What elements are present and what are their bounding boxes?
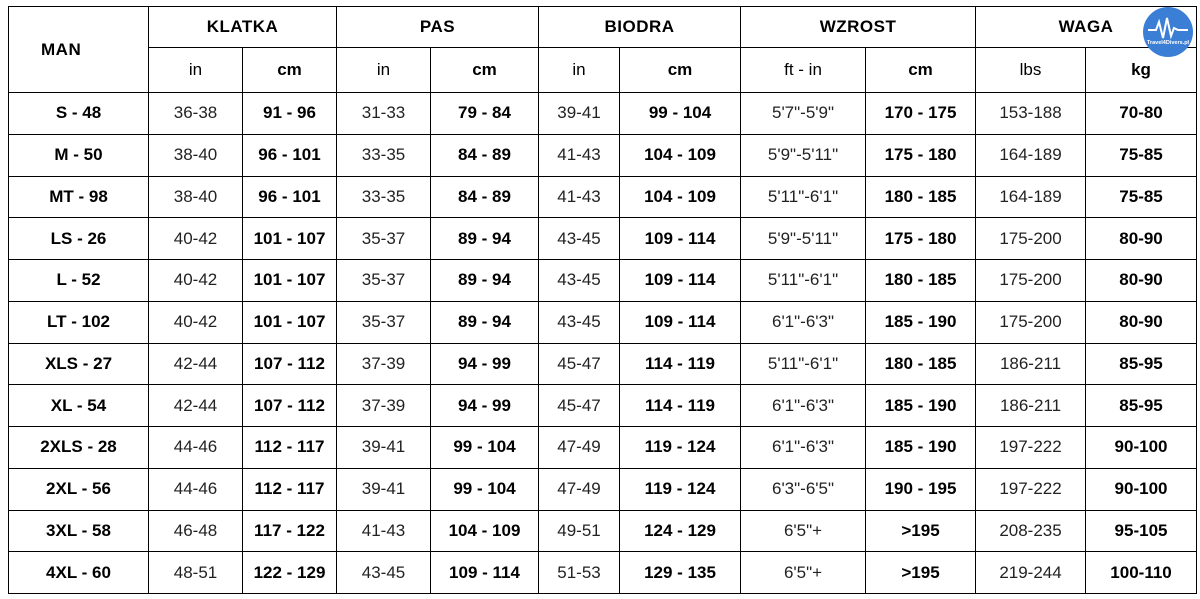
group-header-row <box>9 7 1197 48</box>
klatka-cm-cell: 112 - 117 <box>243 468 337 510</box>
pas-in-cell: 39-41 <box>337 427 431 469</box>
unit-header: ft - in <box>741 48 866 93</box>
biodra-in-cell: 41-43 <box>539 134 620 176</box>
biodra-in-cell: 47-49 <box>539 427 620 469</box>
wzrost-cm-cell: 170 - 175 <box>866 93 976 135</box>
waga-kg-cell: 80-90 <box>1086 301 1197 343</box>
pas-in-cell: 33-35 <box>337 134 431 176</box>
waga-kg-cell: 75-85 <box>1086 176 1197 218</box>
waga-kg-cell: 95-105 <box>1086 510 1197 552</box>
wzrost-ftin-cell: 6'1"-6'3" <box>741 301 866 343</box>
waga-lbs-cell: 153-188 <box>976 93 1086 135</box>
pas-cm-cell: 89 - 94 <box>431 301 539 343</box>
wzrost-ftin-cell: 5'9"-5'11" <box>741 218 866 260</box>
klatka-cm-cell: 107 - 112 <box>243 385 337 427</box>
unit-header-row <box>9 48 1197 93</box>
klatka-in-cell: 42-44 <box>149 343 243 385</box>
klatka-cm-cell: 112 - 117 <box>243 427 337 469</box>
table-title: MAN <box>9 7 149 93</box>
biodra-in-cell: 49-51 <box>539 510 620 552</box>
klatka-in-cell: 42-44 <box>149 385 243 427</box>
wzrost-ftin-cell: 5'9"-5'11" <box>741 134 866 176</box>
pas-cm-cell: 104 - 109 <box>431 510 539 552</box>
wzrost-cm-cell: 180 - 185 <box>866 343 976 385</box>
pas-cm-cell: 84 - 89 <box>431 176 539 218</box>
biodra-cm-cell: 109 - 114 <box>620 301 741 343</box>
pas-in-cell: 37-39 <box>337 343 431 385</box>
waga-lbs-cell: 164-189 <box>976 134 1086 176</box>
wzrost-ftin-cell: 5'11"-6'1" <box>741 176 866 218</box>
wzrost-ftin-cell: 6'1"-6'3" <box>741 385 866 427</box>
klatka-cm-cell: 96 - 101 <box>243 134 337 176</box>
table-row <box>9 427 1197 469</box>
table-row <box>9 260 1197 302</box>
pas-in-cell: 39-41 <box>337 468 431 510</box>
pas-cm-cell: 99 - 104 <box>431 468 539 510</box>
pas-in-cell: 33-35 <box>337 176 431 218</box>
table-row <box>9 176 1197 218</box>
waga-kg-cell: 85-95 <box>1086 343 1197 385</box>
size-cell: L - 52 <box>9 260 149 302</box>
klatka-cm-cell: 107 - 112 <box>243 343 337 385</box>
waga-lbs-cell: 186-211 <box>976 385 1086 427</box>
size-cell: S - 48 <box>9 93 149 135</box>
wzrost-ftin-cell: 5'11"-6'1" <box>741 260 866 302</box>
unit-header: cm <box>431 48 539 93</box>
biodra-cm-cell: 129 - 135 <box>620 552 741 594</box>
klatka-in-cell: 44-46 <box>149 468 243 510</box>
wzrost-cm-cell: >195 <box>866 510 976 552</box>
unit-header: kg <box>1086 48 1197 93</box>
waga-kg-cell: 90-100 <box>1086 468 1197 510</box>
waga-lbs-cell: 175-200 <box>976 301 1086 343</box>
klatka-in-cell: 38-40 <box>149 176 243 218</box>
wzrost-cm-cell: 185 - 190 <box>866 385 976 427</box>
klatka-cm-cell: 101 - 107 <box>243 301 337 343</box>
pas-in-cell: 31-33 <box>337 93 431 135</box>
biodra-cm-cell: 99 - 104 <box>620 93 741 135</box>
biodra-in-cell: 41-43 <box>539 176 620 218</box>
table-row <box>9 510 1197 552</box>
waga-kg-cell: 80-90 <box>1086 218 1197 260</box>
wzrost-ftin-cell: 6'5"+ <box>741 552 866 594</box>
pas-cm-cell: 79 - 84 <box>431 93 539 135</box>
pas-in-cell: 41-43 <box>337 510 431 552</box>
wzrost-cm-cell: 180 - 185 <box>866 260 976 302</box>
unit-header: cm <box>620 48 741 93</box>
table-row <box>9 134 1197 176</box>
wzrost-ftin-cell: 5'11"-6'1" <box>741 343 866 385</box>
pas-in-cell: 35-37 <box>337 218 431 260</box>
pas-in-cell: 43-45 <box>337 552 431 594</box>
waga-kg-cell: 75-85 <box>1086 134 1197 176</box>
waga-lbs-cell: 208-235 <box>976 510 1086 552</box>
pas-in-cell: 35-37 <box>337 260 431 302</box>
biodra-in-cell: 43-45 <box>539 218 620 260</box>
table-row <box>9 93 1197 135</box>
table-row <box>9 343 1197 385</box>
table-row <box>9 468 1197 510</box>
klatka-in-cell: 46-48 <box>149 510 243 552</box>
klatka-in-cell: 40-42 <box>149 301 243 343</box>
pas-in-cell: 35-37 <box>337 301 431 343</box>
pas-cm-cell: 84 - 89 <box>431 134 539 176</box>
group-header-waga: WAGA <box>976 7 1197 48</box>
waga-lbs-cell: 197-222 <box>976 468 1086 510</box>
waga-kg-cell: 70-80 <box>1086 93 1197 135</box>
size-cell: M - 50 <box>9 134 149 176</box>
pas-cm-cell: 89 - 94 <box>431 260 539 302</box>
waga-kg-cell: 100-110 <box>1086 552 1197 594</box>
group-header-biodra: BIODRA <box>539 7 741 48</box>
wzrost-ftin-cell: 6'5"+ <box>741 510 866 552</box>
biodra-cm-cell: 124 - 129 <box>620 510 741 552</box>
klatka-cm-cell: 101 - 107 <box>243 260 337 302</box>
unit-header: cm <box>866 48 976 93</box>
biodra-in-cell: 39-41 <box>539 93 620 135</box>
group-header-klatka: KLATKA <box>149 7 337 48</box>
biodra-in-cell: 43-45 <box>539 301 620 343</box>
group-header-wzrost: WZROST <box>741 7 976 48</box>
biodra-cm-cell: 114 - 119 <box>620 385 741 427</box>
unit-header: in <box>337 48 431 93</box>
klatka-cm-cell: 101 - 107 <box>243 218 337 260</box>
wzrost-cm-cell: 185 - 190 <box>866 301 976 343</box>
klatka-in-cell: 48-51 <box>149 552 243 594</box>
waga-kg-cell: 80-90 <box>1086 260 1197 302</box>
klatka-in-cell: 40-42 <box>149 260 243 302</box>
biodra-cm-cell: 119 - 124 <box>620 468 741 510</box>
waga-lbs-cell: 164-189 <box>976 176 1086 218</box>
waga-kg-cell: 85-95 <box>1086 385 1197 427</box>
size-cell: LT - 102 <box>9 301 149 343</box>
waga-lbs-cell: 219-244 <box>976 552 1086 594</box>
klatka-cm-cell: 122 - 129 <box>243 552 337 594</box>
waga-lbs-cell: 197-222 <box>976 427 1086 469</box>
klatka-in-cell: 36-38 <box>149 93 243 135</box>
table-row <box>9 218 1197 260</box>
pas-in-cell: 37-39 <box>337 385 431 427</box>
pas-cm-cell: 94 - 99 <box>431 343 539 385</box>
biodra-cm-cell: 114 - 119 <box>620 343 741 385</box>
biodra-in-cell: 51-53 <box>539 552 620 594</box>
klatka-in-cell: 38-40 <box>149 134 243 176</box>
wzrost-cm-cell: 190 - 195 <box>866 468 976 510</box>
waga-lbs-cell: 175-200 <box>976 218 1086 260</box>
size-cell: 3XL - 58 <box>9 510 149 552</box>
waga-kg-cell: 90-100 <box>1086 427 1197 469</box>
wzrost-ftin-cell: 6'1"-6'3" <box>741 427 866 469</box>
size-cell: 2XL - 56 <box>9 468 149 510</box>
logo-text: Travel4Divers.pl <box>1146 40 1190 46</box>
biodra-cm-cell: 119 - 124 <box>620 427 741 469</box>
klatka-cm-cell: 117 - 122 <box>243 510 337 552</box>
table-row <box>9 385 1197 427</box>
table-row <box>9 552 1197 594</box>
waga-lbs-cell: 186-211 <box>976 343 1086 385</box>
size-cell: MT - 98 <box>9 176 149 218</box>
table-body <box>9 93 1197 594</box>
biodra-in-cell: 45-47 <box>539 343 620 385</box>
size-chart-table <box>8 6 1197 594</box>
unit-header: lbs <box>976 48 1086 93</box>
travel4divers-logo <box>1142 6 1194 58</box>
biodra-cm-cell: 109 - 114 <box>620 260 741 302</box>
unit-header: in <box>149 48 243 93</box>
size-cell: 4XL - 60 <box>9 552 149 594</box>
wzrost-ftin-cell: 5'7"-5'9" <box>741 93 866 135</box>
pas-cm-cell: 89 - 94 <box>431 218 539 260</box>
wzrost-cm-cell: >195 <box>866 552 976 594</box>
klatka-cm-cell: 96 - 101 <box>243 176 337 218</box>
biodra-cm-cell: 104 - 109 <box>620 176 741 218</box>
wzrost-cm-cell: 185 - 190 <box>866 427 976 469</box>
biodra-in-cell: 45-47 <box>539 385 620 427</box>
size-cell: XL - 54 <box>9 385 149 427</box>
size-cell: XLS - 27 <box>9 343 149 385</box>
biodra-cm-cell: 104 - 109 <box>620 134 741 176</box>
pas-cm-cell: 99 - 104 <box>431 427 539 469</box>
biodra-in-cell: 47-49 <box>539 468 620 510</box>
logo-circle-icon <box>1143 7 1193 57</box>
size-cell: 2XLS - 28 <box>9 427 149 469</box>
klatka-cm-cell: 91 - 96 <box>243 93 337 135</box>
pas-cm-cell: 94 - 99 <box>431 385 539 427</box>
klatka-in-cell: 44-46 <box>149 427 243 469</box>
klatka-in-cell: 40-42 <box>149 218 243 260</box>
unit-header: cm <box>243 48 337 93</box>
size-cell: LS - 26 <box>9 218 149 260</box>
wzrost-cm-cell: 175 - 180 <box>866 134 976 176</box>
biodra-in-cell: 43-45 <box>539 260 620 302</box>
waga-lbs-cell: 175-200 <box>976 260 1086 302</box>
table-row <box>9 301 1197 343</box>
wzrost-cm-cell: 175 - 180 <box>866 218 976 260</box>
pas-cm-cell: 109 - 114 <box>431 552 539 594</box>
wzrost-cm-cell: 180 - 185 <box>866 176 976 218</box>
group-header-pas: PAS <box>337 7 539 48</box>
biodra-cm-cell: 109 - 114 <box>620 218 741 260</box>
wzrost-ftin-cell: 6'3"-6'5" <box>741 468 866 510</box>
unit-header: in <box>539 48 620 93</box>
